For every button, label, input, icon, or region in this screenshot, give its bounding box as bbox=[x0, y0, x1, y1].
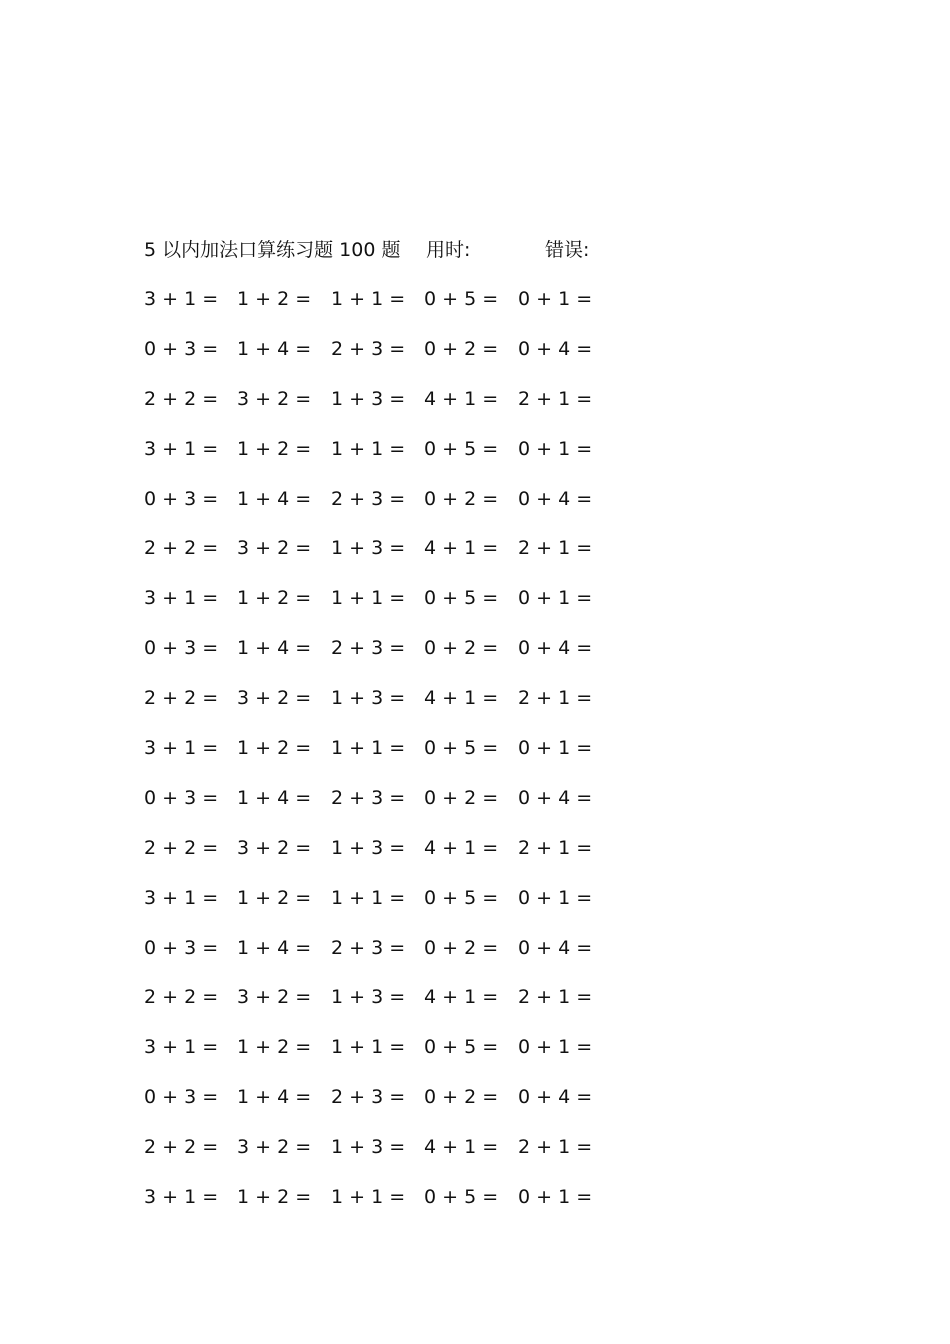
problem-item: 3 + 1 = bbox=[144, 1036, 219, 1059]
problem-row bbox=[144, 1183, 624, 1233]
problem-row bbox=[144, 1033, 624, 1083]
problem-item: 1 + 4 = bbox=[237, 936, 312, 959]
problem-item: 0 + 3 = bbox=[144, 637, 219, 660]
problem-item: 3 + 1 = bbox=[144, 737, 219, 760]
problem-item: 0 + 1 = bbox=[518, 1186, 593, 1209]
problem-row bbox=[144, 435, 624, 485]
problem-item: 0 + 3 = bbox=[144, 786, 219, 809]
problem-item: 1 + 2 = bbox=[237, 737, 312, 760]
problem-item: 1 + 1 = bbox=[331, 587, 406, 610]
problem-item: 3 + 2 = bbox=[237, 687, 312, 710]
problem-item: 1 + 4 = bbox=[237, 1086, 312, 1109]
problem-item: 1 + 2 = bbox=[237, 437, 312, 460]
problem-item: 2 + 1 = bbox=[518, 986, 593, 1009]
problem-item: 2 + 3 = bbox=[331, 487, 406, 510]
problem-item: 3 + 1 = bbox=[144, 288, 219, 310]
problem-row bbox=[144, 983, 624, 1033]
problem-item: 1 + 2 = bbox=[237, 886, 312, 909]
problem-row bbox=[144, 934, 624, 984]
problem-item: 0 + 1 = bbox=[518, 437, 593, 460]
problem-item: 2 + 1 = bbox=[518, 836, 593, 859]
problem-item: 0 + 2 = bbox=[424, 637, 499, 660]
problem-item: 1 + 3 = bbox=[331, 836, 406, 859]
problem-item: 4 + 1 = bbox=[424, 836, 499, 859]
problem-item: 3 + 2 = bbox=[237, 387, 312, 410]
problem-item: 1 + 2 = bbox=[237, 1186, 312, 1209]
problem-item: 0 + 4 = bbox=[518, 786, 593, 809]
problem-row bbox=[144, 834, 624, 884]
problem-grid bbox=[144, 285, 624, 1233]
problem-item: 2 + 1 = bbox=[518, 1136, 593, 1159]
problem-item: 0 + 5 = bbox=[424, 886, 499, 909]
problem-row bbox=[144, 385, 624, 435]
problem-item: 0 + 5 = bbox=[424, 1036, 499, 1059]
problem-item: 0 + 2 = bbox=[424, 786, 499, 809]
problem-item: 4 + 1 = bbox=[424, 986, 499, 1009]
time-label: 用时: bbox=[426, 239, 471, 261]
problem-item: 0 + 3 = bbox=[144, 487, 219, 510]
problem-row bbox=[144, 485, 624, 535]
problem-item: 0 + 4 = bbox=[518, 487, 593, 510]
problem-row bbox=[144, 1083, 624, 1133]
problem-item: 2 + 2 = bbox=[144, 387, 219, 410]
problem-item: 0 + 4 = bbox=[518, 637, 593, 660]
problem-item: 2 + 3 = bbox=[331, 936, 406, 959]
problem-item: 4 + 1 = bbox=[424, 387, 499, 410]
problem-item: 0 + 5 = bbox=[424, 737, 499, 760]
problem-item: 2 + 3 = bbox=[331, 786, 406, 809]
problem-item: 2 + 3 = bbox=[331, 637, 406, 660]
problem-row bbox=[144, 734, 624, 784]
worksheet-header bbox=[0, 236, 950, 264]
problem-item: 0 + 3 = bbox=[144, 1086, 219, 1109]
problem-item: 2 + 1 = bbox=[518, 537, 593, 560]
problem-item: 2 + 3 = bbox=[331, 1086, 406, 1109]
problem-item: 1 + 4 = bbox=[237, 786, 312, 809]
problem-item: 2 + 2 = bbox=[144, 687, 219, 710]
problem-item: 1 + 3 = bbox=[331, 537, 406, 560]
problem-item: 1 + 2 = bbox=[237, 1036, 312, 1059]
problem-row bbox=[144, 1133, 624, 1183]
problem-item: 1 + 4 = bbox=[237, 487, 312, 510]
problem-row bbox=[144, 584, 624, 634]
problem-item: 1 + 2 = bbox=[237, 587, 312, 610]
problem-row bbox=[144, 335, 624, 385]
problem-item: 0 + 4 = bbox=[518, 1086, 593, 1109]
problem-item: 3 + 1 = bbox=[144, 886, 219, 909]
problem-item: 2 + 2 = bbox=[144, 537, 219, 560]
problem-row bbox=[144, 634, 624, 684]
problem-item: 2 + 1 = bbox=[518, 387, 593, 410]
problem-item: 0 + 3 = bbox=[144, 936, 219, 959]
problem-row bbox=[144, 884, 624, 934]
problem-item: 0 + 5 = bbox=[424, 437, 499, 460]
problem-item: 0 + 3 = bbox=[144, 337, 219, 360]
problem-item: 1 + 4 = bbox=[237, 337, 312, 360]
problem-item: 3 + 2 = bbox=[237, 537, 312, 560]
worksheet-title: 5 以内加法口算练习题 100 题 bbox=[144, 239, 401, 261]
problem-item: 0 + 2 = bbox=[424, 936, 499, 959]
problem-item: 0 + 1 = bbox=[518, 737, 593, 760]
problem-item: 0 + 1 = bbox=[518, 886, 593, 909]
problem-item: 0 + 2 = bbox=[424, 337, 499, 360]
problem-item: 3 + 1 = bbox=[144, 587, 219, 610]
problem-item: 1 + 1 = bbox=[331, 886, 406, 909]
problem-item: 1 + 3 = bbox=[331, 387, 406, 410]
problem-item: 0 + 1 = bbox=[518, 288, 593, 310]
problem-item: 2 + 2 = bbox=[144, 836, 219, 859]
problem-item: 0 + 5 = bbox=[424, 288, 499, 310]
problem-item: 1 + 3 = bbox=[331, 1136, 406, 1159]
problem-item: 2 + 3 = bbox=[331, 337, 406, 360]
problem-item: 1 + 1 = bbox=[331, 437, 406, 460]
problem-item: 4 + 1 = bbox=[424, 537, 499, 560]
problem-item: 2 + 2 = bbox=[144, 986, 219, 1009]
problem-item: 3 + 2 = bbox=[237, 1136, 312, 1159]
problem-item: 0 + 5 = bbox=[424, 587, 499, 610]
problem-item: 4 + 1 = bbox=[424, 687, 499, 710]
problem-item: 3 + 2 = bbox=[237, 986, 312, 1009]
problem-item: 0 + 4 = bbox=[518, 936, 593, 959]
problem-item: 1 + 3 = bbox=[331, 986, 406, 1009]
problem-item: 3 + 1 = bbox=[144, 1186, 219, 1209]
problem-row bbox=[144, 285, 624, 335]
problem-item: 4 + 1 = bbox=[424, 1136, 499, 1159]
problem-item: 1 + 1 = bbox=[331, 737, 406, 760]
problem-item: 3 + 2 = bbox=[237, 836, 312, 859]
problem-item: 1 + 1 = bbox=[331, 288, 406, 310]
problem-item: 1 + 4 = bbox=[237, 637, 312, 660]
problem-item: 1 + 3 = bbox=[331, 687, 406, 710]
problem-item: 0 + 1 = bbox=[518, 587, 593, 610]
problem-item: 2 + 2 = bbox=[144, 1136, 219, 1159]
problem-item: 3 + 1 = bbox=[144, 437, 219, 460]
problem-item: 0 + 2 = bbox=[424, 487, 499, 510]
problem-item: 2 + 1 = bbox=[518, 687, 593, 710]
problem-item: 1 + 1 = bbox=[331, 1186, 406, 1209]
problem-item: 1 + 2 = bbox=[237, 288, 312, 310]
problem-item: 0 + 4 = bbox=[518, 337, 593, 360]
problem-item: 0 + 5 = bbox=[424, 1186, 499, 1209]
problem-row bbox=[144, 534, 624, 584]
problem-item: 0 + 1 = bbox=[518, 1036, 593, 1059]
problem-item: 1 + 1 = bbox=[331, 1036, 406, 1059]
error-label: 错误: bbox=[545, 239, 590, 261]
problem-row bbox=[144, 784, 624, 834]
problem-item: 0 + 2 = bbox=[424, 1086, 499, 1109]
problem-row bbox=[144, 684, 624, 734]
